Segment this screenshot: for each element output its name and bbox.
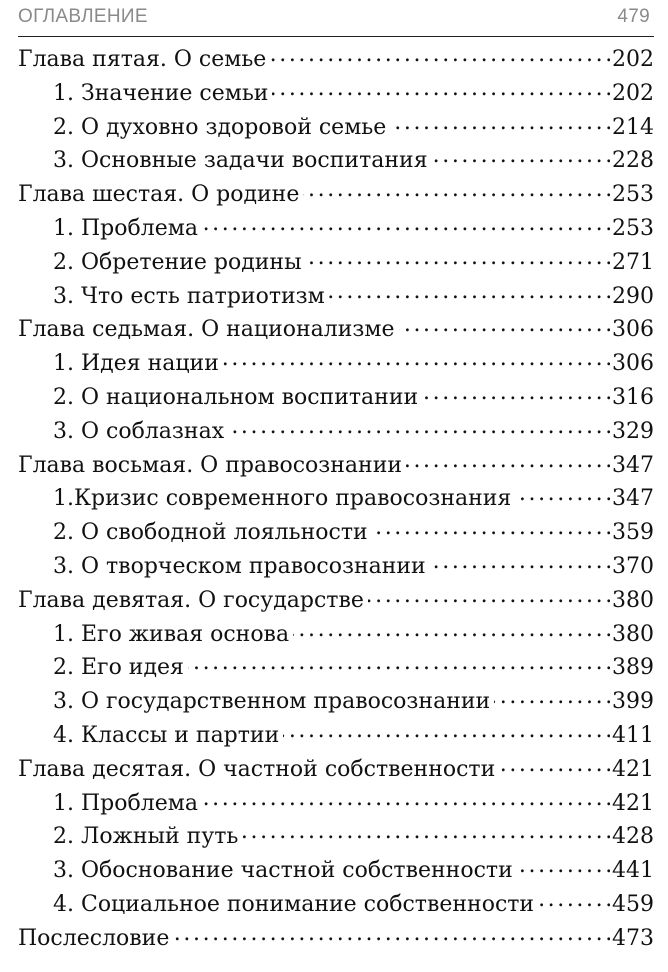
dot-leader xyxy=(306,247,610,269)
dot-leader xyxy=(430,551,610,573)
toc-entry-page: 228 xyxy=(612,148,654,174)
dot-leader xyxy=(515,483,610,505)
toc-entry-label: 3. О государственном правосознании xyxy=(53,689,491,715)
dot-leader xyxy=(406,450,610,472)
toc-section-entry xyxy=(18,415,654,449)
toc-section-entry xyxy=(18,618,654,652)
toc-entry-label: 2. Обретение родины xyxy=(53,249,302,275)
toc-entry-page: 271 xyxy=(612,249,654,275)
toc-entry-page: 202 xyxy=(612,80,654,106)
toc-section-entry xyxy=(18,111,654,145)
toc-entry-page: 290 xyxy=(612,283,654,309)
toc-section-entry xyxy=(18,550,654,584)
toc-entry-page: 306 xyxy=(612,317,654,343)
toc-section-entry xyxy=(18,77,654,111)
toc-chapter-entry xyxy=(18,584,654,618)
toc-chapter-entry xyxy=(18,313,654,347)
dot-leader xyxy=(329,281,610,303)
dot-leader xyxy=(499,754,610,776)
toc-section-entry xyxy=(18,685,654,719)
toc-entry-label: Глава десятая. О частной собственности xyxy=(18,756,496,782)
dot-leader xyxy=(538,889,610,911)
dot-leader xyxy=(422,382,610,404)
toc-entry-page: 316 xyxy=(612,384,654,410)
dot-leader xyxy=(228,416,610,438)
toc-entry-page: 441 xyxy=(612,858,654,884)
toc-section-entry xyxy=(18,516,654,550)
dot-leader xyxy=(223,348,610,370)
dot-leader xyxy=(270,44,610,66)
toc-entry-label: 2. Его идея xyxy=(53,655,184,681)
toc-entry-label: 1. Идея нации xyxy=(53,351,219,377)
page-number: 479 xyxy=(617,6,650,27)
toc-entry-page: 421 xyxy=(612,790,654,816)
dot-leader xyxy=(188,652,610,674)
dot-leader xyxy=(202,213,610,235)
toc-entry-page: 411 xyxy=(612,722,654,748)
toc-entry-label: Послесловие xyxy=(18,925,170,951)
toc-entry-page: 202 xyxy=(612,47,654,72)
toc-entry-page: 380 xyxy=(612,621,654,647)
toc-section-entry xyxy=(18,854,654,888)
toc-entry-page: 214 xyxy=(612,114,654,140)
toc-entry-page: 347 xyxy=(612,452,654,478)
toc-section-entry xyxy=(18,280,654,314)
toc-entry-label: 3. О соблазнах xyxy=(53,418,225,444)
dot-leader xyxy=(494,686,610,708)
toc-entry-label: 1. Проблема xyxy=(53,790,198,816)
toc-chapter-entry xyxy=(18,43,654,77)
dot-leader xyxy=(399,314,610,336)
dot-leader xyxy=(173,923,610,945)
dot-leader xyxy=(293,619,610,641)
toc-section-entry xyxy=(18,381,654,415)
toc-section-entry xyxy=(18,651,654,685)
toc-section-entry xyxy=(18,888,654,922)
toc-entry-page: 359 xyxy=(612,520,654,546)
toc-entry-page: 370 xyxy=(612,553,654,579)
toc-entry-page: 253 xyxy=(612,215,654,241)
toc-entry-label: 3. Что есть патриотизм xyxy=(53,283,325,309)
toc-section-entry xyxy=(18,820,654,854)
toc-entry-label: 1. Его живая основа xyxy=(53,621,290,647)
toc-entry-page: 329 xyxy=(612,418,654,444)
toc-entry-page: 473 xyxy=(612,925,654,951)
running-header-title: ОГЛАВЛЕНИЕ xyxy=(18,6,148,27)
toc-entry-page: 347 xyxy=(612,486,654,512)
toc-entry-page: 428 xyxy=(612,824,654,850)
toc-entry-page: 421 xyxy=(612,756,654,782)
dot-leader xyxy=(303,179,610,201)
toc-section-entry xyxy=(18,787,654,821)
table-of-contents xyxy=(18,43,654,956)
dot-leader xyxy=(283,720,610,742)
toc-entry-label: Глава восьмая. О правосознании xyxy=(18,452,403,478)
toc-section-entry xyxy=(18,719,654,753)
running-header xyxy=(18,0,654,37)
toc-entry-page: 306 xyxy=(612,351,654,377)
toc-entry-label: 2. О духовно здоровой семье xyxy=(53,114,387,140)
dot-leader xyxy=(272,78,610,100)
dot-leader xyxy=(242,821,610,843)
toc-entry-label: 2. О национальном воспитании xyxy=(53,384,419,410)
dot-leader xyxy=(432,145,610,167)
toc-entry-label: 4. Классы и партии xyxy=(53,722,280,748)
toc-entry-label: Глава пятая. О семье xyxy=(18,47,267,72)
toc-entry-label: 1.Кризис современного правосознания xyxy=(53,486,512,512)
toc-entry-page: 459 xyxy=(612,891,654,917)
toc-entry-label: Глава седьмая. О национализме xyxy=(18,317,395,343)
toc-section-entry xyxy=(18,144,654,178)
dot-leader xyxy=(368,585,610,607)
toc-chapter-entry xyxy=(18,922,654,956)
toc-entry-label: 2. О свободной лояльности xyxy=(53,520,368,546)
toc-entry-label: 1. Проблема xyxy=(53,215,198,241)
toc-chapter-entry xyxy=(18,449,654,483)
toc-entry-label: 4. Социальное понимание собственности xyxy=(53,891,535,917)
toc-entry-label: 3. Основные задачи воспитания xyxy=(53,148,428,174)
toc-entry-label: 2. Ложный путь xyxy=(53,824,239,850)
toc-entry-label: Глава девятая. О государстве xyxy=(18,587,364,613)
toc-entry-page: 380 xyxy=(612,587,654,613)
toc-entry-label: 3. О творческом правосознании xyxy=(53,553,426,579)
toc-section-entry xyxy=(18,347,654,381)
toc-entry-label: 3. Обоснование частной собственности xyxy=(53,858,513,884)
toc-entry-page: 253 xyxy=(612,182,654,208)
toc-section-entry xyxy=(18,246,654,280)
toc-entry-page: 399 xyxy=(612,689,654,715)
toc-chapter-entry xyxy=(18,178,654,212)
dot-leader xyxy=(390,112,610,134)
dot-leader xyxy=(372,517,610,539)
dot-leader xyxy=(202,788,610,810)
toc-section-entry xyxy=(18,482,654,516)
toc-entry-page: 389 xyxy=(612,655,654,681)
toc-chapter-entry xyxy=(18,753,654,787)
toc-section-entry xyxy=(18,212,654,246)
toc-entry-label: 1. Значение семьи xyxy=(53,80,269,106)
dot-leader xyxy=(517,855,610,877)
toc-entry-label: Глава шестая. О родине xyxy=(18,182,300,208)
